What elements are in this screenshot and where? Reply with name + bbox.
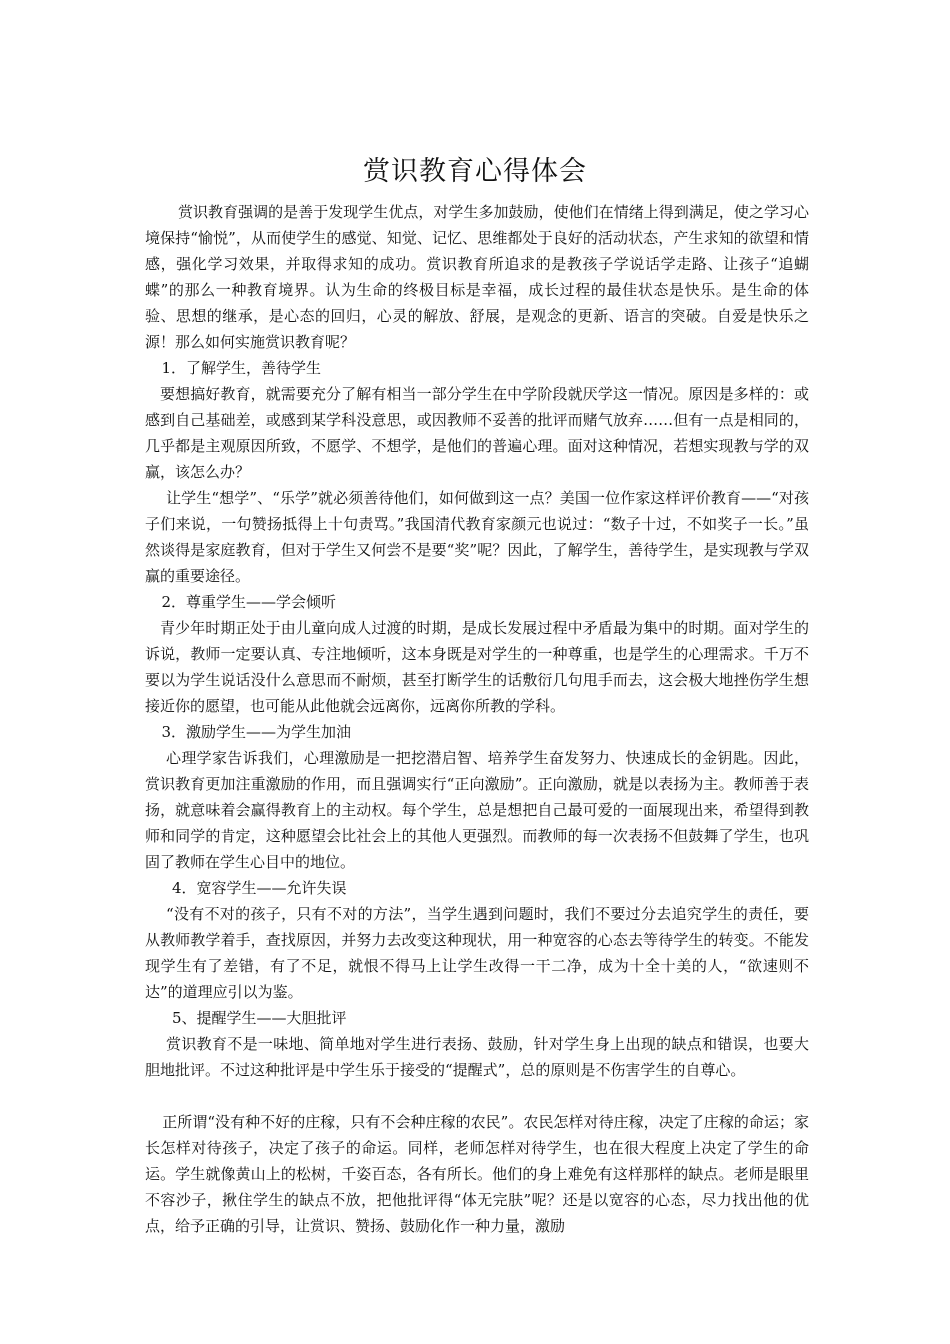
section-2-paragraph-1: 青少年时期正处于由儿童向成人过渡的时期，是成长发展过程中矛盾最为集中的时期。面对学生的诉说，教师一定要认真、专注地倾听，这本身既是对学生的一种尊重，也是学生的心理需求。千万不要以为学生说话没什么意思而不耐烦，甚至打断学生的话敷衍几句甩手而去，这会极大地挫伤学生想接近你的愿望，也可能从此他就会远离你，远离你所教的学科。 — [145, 619, 809, 715]
document-body — [145, 199, 809, 1239]
section-heading-3: 3．激励学生——为学生加油 — [161, 723, 352, 741]
closing-paragraph: 正所谓“没有种不好的庄稼，只有不会种庄稼的农民”。农民怎样对待庄稼，决定了庄稼的命运；家长怎样对待孩子，决定了孩子的命运。同样，老师怎样对待学生，也在很大程度上决定了学生的命运。学生就像黄山上的松树，千姿百态，各有所长。他们的身上难免有这样那样的缺点。老师是眼里不容沙子，揪住学生的缺点不放，把他批评得“体无完肤”呢？还是以宽容的心态，尽力找出他的优点，给予正确的引导，让赏识、赞扬、鼓励化作一种力量，激励 — [145, 1113, 809, 1235]
document-title: 赏识教育心得体会 — [363, 156, 587, 187]
paragraph-gap — [145, 1083, 809, 1109]
section-4-paragraph-1: “没有不对的孩子，只有不对的方法”，当学生遇到问题时，我们不要过分去追究学生的责任，要从教师教学着手，查找原因，并努力去改变这种现状，用一种宽容的心态去等待学生的转变。不能发现学生有了差错，有了不足，就恨不得马上让学生改得一干二净，成为十全十美的人，“欲速则不达”的道理应引以为鉴。 — [145, 905, 809, 1001]
section-heading-1: 1．了解学生，善待学生 — [161, 359, 322, 377]
section-heading-5: 5、提醒学生——大胆批评 — [172, 1009, 347, 1027]
section-5-paragraph-1: 赏识教育不是一味地、简单地对学生进行表扬、鼓励，针对学生身上出现的缺点和错误，也要大胆地批评。不过这种批评是中学生乐于接受的“提醒式”，总的原则是不伤害学生的自尊心。 — [145, 1035, 809, 1079]
section-heading-4: 4．宽容学生——允许失误 — [172, 879, 347, 897]
section-1-paragraph-2: 让学生“想学”、“乐学”就必须善待他们，如何做到这一点？美国一位作家这样评价教育——“对孩子们来说，一句赞扬抵得上十句责骂。”我国清代教育家颜元也说过：“数子十过，不如奖子一长。”虽然谈得是家庭教育，但对于学生又何尝不是要“奖”呢？因此，了解学生，善待学生，是实现教与学双赢的重要途径。 — [145, 489, 809, 585]
intro-paragraph: 赏识教育强调的是善于发现学生优点，对学生多加鼓励，使他们在情绪上得到满足，使之学习心境保持“愉悦”，从而使学生的感觉、知觉、记忆、思维都处于良好的活动状态，产生求知的欲望和情感，强化学习效果，并取得求知的成功。赏识教育所追求的是教孩子学说话学走路、让孩子“追蝴蝶”的那么一种教育境界。认为生命的终极目标是幸福，成长过程的最佳状态是快乐。是生命的体验、思想的继承，是心态的回归，心灵的解放、舒展，是观念的更新、语言的突破。自爱是快乐之源！那么如何实施赏识教育呢？ — [145, 203, 809, 351]
section-1-paragraph-1: 要想搞好教育，就需要充分了解有相当一部分学生在中学阶段就厌学这一情况。原因是多样的：或感到自己基础差，或感到某学科没意思，或因教师不妥善的批评而赌气放弃……但有一点是相同的，几乎都是主观原因所致，不愿学、不想学，是他们的普遍心理。面对这种情况，若想实现教与学的双赢，该怎么办？ — [145, 385, 809, 481]
section-heading-2: 2．尊重学生——学会倾听 — [161, 593, 337, 611]
section-3-paragraph-1: 心理学家告诉我们，心理激励是一把挖潜启智、培养学生奋发努力、快速成长的金钥匙。因此，赏识教育更加注重激励的作用，而且强调实行“正向激励”。正向激励，就是以表扬为主。教师善于表扬，就意味着会赢得教育上的主动权。每个学生，总是想把自己最可爱的一面展现出来，希望得到教师和同学的肯定，这种愿望会比社会上的其他人更强烈。而教师的每一次表扬不但鼓舞了学生，也巩固了教师在学生心目中的地位。 — [145, 749, 809, 871]
